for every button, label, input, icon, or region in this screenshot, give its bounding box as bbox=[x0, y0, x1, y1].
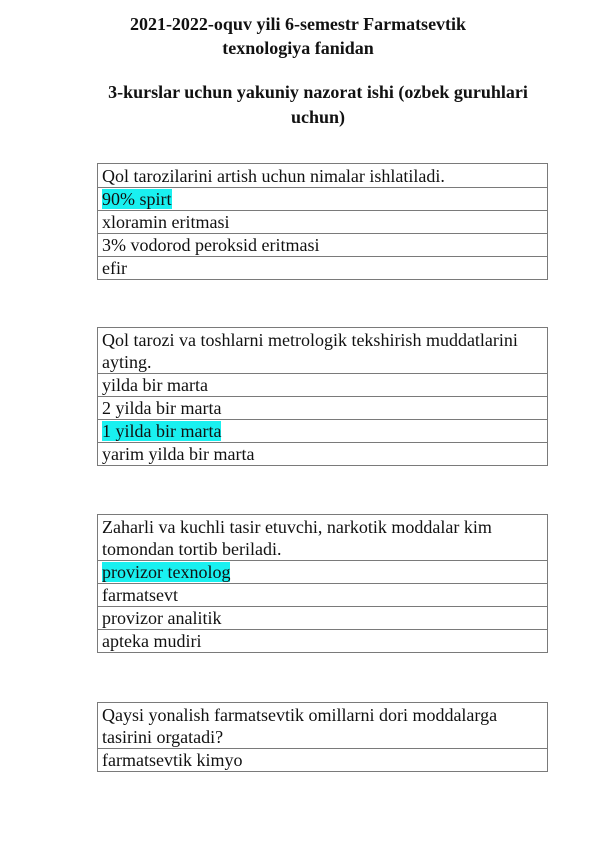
question-text: Zaharli va kuchli tasir etuvchi, narkotik moddalar kim tomondan tortib beriladi. bbox=[98, 515, 548, 561]
answer-option bbox=[98, 584, 548, 607]
header-line-1: 2021-2022-oquv yili 6-semestr Farmatsevtik bbox=[129, 14, 467, 34]
answer-option-text: farmatsevtik kimyo bbox=[102, 750, 243, 770]
answer-option-text: apteka mudiri bbox=[102, 631, 202, 651]
answer-option bbox=[98, 630, 548, 653]
answer-option-text: 1 yilda bir marta bbox=[102, 421, 222, 441]
answer-option bbox=[98, 420, 548, 443]
answer-option-text: xloramin eritmasi bbox=[102, 212, 230, 232]
answer-option bbox=[98, 443, 548, 466]
answer-option-text: yilda bir marta bbox=[102, 375, 208, 395]
document-header bbox=[0, 12, 596, 60]
answer-option bbox=[98, 257, 548, 280]
answer-option-text: provizor analitik bbox=[102, 608, 222, 628]
question-table-1 bbox=[97, 163, 548, 280]
answer-option bbox=[98, 561, 548, 584]
answer-option bbox=[98, 374, 548, 397]
answer-option bbox=[98, 607, 548, 630]
answer-option-text: 2 yilda bir marta bbox=[102, 398, 222, 418]
answer-option bbox=[98, 234, 548, 257]
question-table-4 bbox=[97, 702, 548, 772]
answer-option-text: farmatsevt bbox=[102, 585, 178, 605]
answer-option bbox=[98, 749, 548, 772]
question-table-3 bbox=[97, 514, 548, 653]
answer-option-text: efir bbox=[102, 258, 127, 278]
answer-option bbox=[98, 188, 548, 211]
answer-option-text: yarim yilda bir marta bbox=[102, 444, 255, 464]
question-text: Qaysi yonalish farmatsevtik omillarni dori moddalarga tasirini orgatadi? bbox=[98, 703, 548, 749]
question-table-2 bbox=[97, 327, 548, 466]
question-text: Qol tarozi va toshlarni metrologik tekshirish muddatlarini ayting. bbox=[98, 328, 548, 374]
answer-option bbox=[98, 397, 548, 420]
answer-option-text: 90% spirt bbox=[102, 189, 172, 209]
question-text: Qol tarozilarini artish uchun nimalar ishlatiladi. bbox=[98, 164, 548, 188]
header-line-2: texnologiya fanidan bbox=[222, 38, 374, 58]
document-subtitle: 3-kurslar uchun yakuniy nazorat ishi (ozbek guruhlari uchun) bbox=[108, 82, 528, 127]
answer-option bbox=[98, 211, 548, 234]
answer-option-text: 3% vodorod peroksid eritmasi bbox=[102, 235, 320, 255]
answer-option-text: provizor texnolog bbox=[102, 562, 231, 582]
